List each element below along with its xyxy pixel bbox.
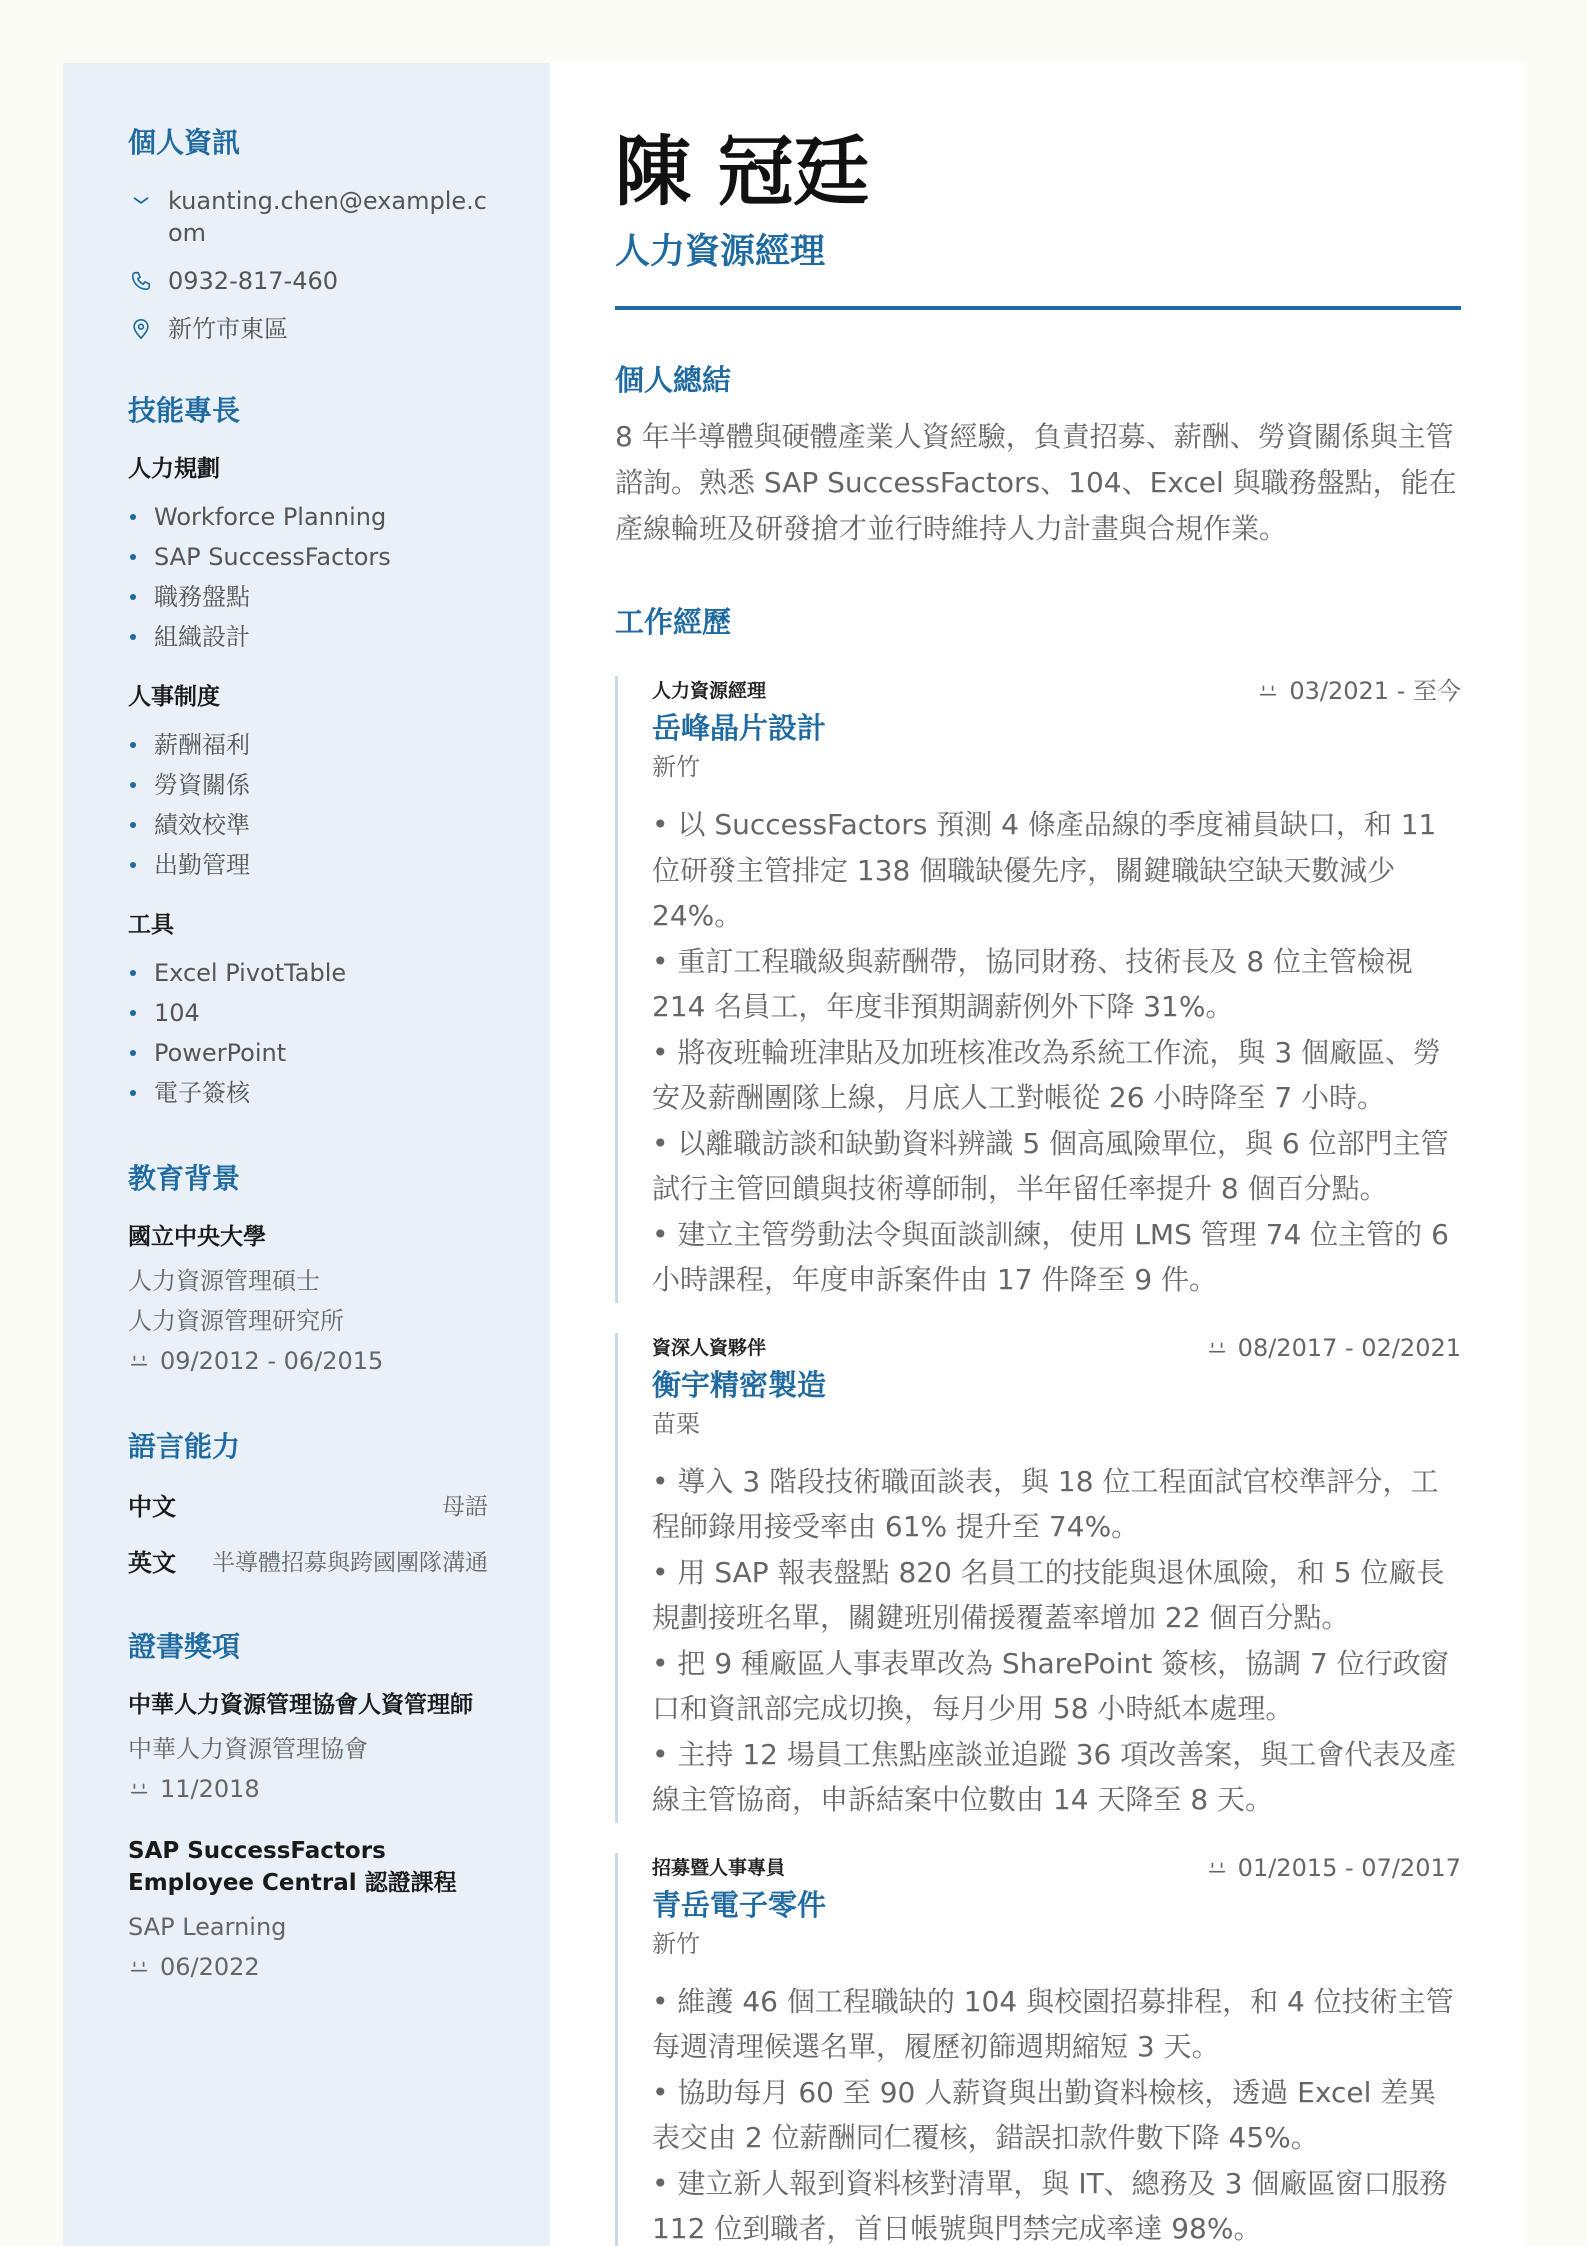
- job-location: 新竹: [652, 753, 700, 781]
- skills-section: [128, 393, 488, 1113]
- skill-text: SAP SuccessFactors: [154, 543, 391, 571]
- language-name: 英文: [128, 1549, 176, 1577]
- job-header: [652, 1333, 1461, 1363]
- title-divider: [615, 306, 1461, 310]
- certification-entry: [128, 1689, 488, 1809]
- phone-icon: [128, 265, 154, 297]
- certification-name: 中華人力資源管理協會人資管理師: [128, 1692, 473, 1718]
- bullet-dot: [130, 862, 136, 868]
- job-entry: [615, 676, 1461, 1303]
- skill-item: [128, 725, 488, 765]
- job-header: [652, 676, 1461, 706]
- location-row: [128, 313, 488, 345]
- job-bullets: [652, 802, 1461, 1303]
- language-level: 母語: [442, 1494, 488, 1520]
- certification-date: [128, 1947, 488, 1987]
- bullet-dot: [130, 742, 136, 748]
- job-bullet: • 將夜班輪班津貼及加班核准改為系統工作流，與 3 個廠區、勞安及薪酬團隊上線，月底人工對帳從 26 小時降至 7 小時。: [652, 1035, 1442, 1114]
- email-text[interactable]: kuanting.chen@example.com: [168, 187, 487, 247]
- skill-group: [128, 909, 488, 1113]
- job-entry: [615, 1853, 1461, 2246]
- phone-row[interactable]: [128, 265, 488, 297]
- skill-text: 電子簽核: [154, 1079, 250, 1107]
- skill-item: [128, 1033, 488, 1073]
- calendar-icon: [128, 1956, 150, 1978]
- school-name: 國立中央大學: [128, 1224, 266, 1250]
- bullet-dot: [130, 822, 136, 828]
- location-text: 新竹市東區: [168, 315, 288, 343]
- job-date-text: 01/2015 - 07/2017: [1237, 1853, 1461, 1882]
- job-company: 衡宇精密製造: [652, 1367, 827, 1402]
- job-bullets: [652, 1979, 1461, 2246]
- certification-name: SAP SuccessFactors Employee Central 認證課程: [128, 1838, 457, 1896]
- skill-list: [128, 497, 488, 657]
- sidebar: [63, 63, 550, 2246]
- bullet-dot: [130, 634, 136, 640]
- bullet-dot: [130, 514, 136, 520]
- job-date-text: 08/2017 - 02/2021: [1237, 1333, 1461, 1362]
- summary-heading: 個人總結: [615, 363, 732, 397]
- email-row[interactable]: [128, 185, 488, 249]
- calendar-icon: [1257, 680, 1279, 702]
- bullet-dot: [130, 782, 136, 788]
- job-bullet: • 導入 3 階段技術職面談表，與 18 位工程面試官校準評分，工程師錄用接受率由 61% 提升至 74%。: [652, 1464, 1439, 1543]
- job-dates: [1257, 676, 1461, 706]
- skill-text: PowerPoint: [154, 1039, 287, 1067]
- skill-text: 績效校準: [154, 811, 250, 839]
- skill-list: [128, 725, 488, 885]
- job-bullet: • 重訂工程職級與薪酬帶，協同財務、技術長及 8 位主管檢視 214 名員工，年度非預期調薪例外下降 31%。: [652, 944, 1414, 1023]
- certification-date: [128, 1769, 488, 1809]
- certification-issuer: SAP Learning: [128, 1913, 287, 1941]
- education-dates: [128, 1341, 488, 1381]
- bullet-dot: [130, 594, 136, 600]
- language-level: 半導體招募與跨國團隊溝通: [212, 1550, 488, 1576]
- personal-info-heading: 個人資訊: [128, 126, 241, 159]
- skill-text: 組織設計: [154, 623, 250, 651]
- job-location: 苗栗: [652, 1409, 700, 1438]
- skill-item: [128, 805, 488, 845]
- education-date-text: 09/2012 - 06/2015: [160, 1347, 384, 1375]
- job-dates: [1206, 1333, 1461, 1363]
- language-name: 中文: [128, 1493, 176, 1521]
- job-header: [652, 1853, 1461, 1883]
- experience-heading: 工作經歷: [615, 605, 732, 639]
- languages-heading: 語言能力: [128, 1430, 241, 1463]
- language-row: [128, 1489, 488, 1525]
- phone-text[interactable]: 0932-817-460: [168, 267, 339, 295]
- skills-heading: 技能專長: [128, 394, 241, 427]
- bullet-dot: [130, 1010, 136, 1016]
- job-bullet: • 以 SuccessFactors 預測 4 條產品線的季度補員缺口，和 11 位研發主管排定 138 個職缺優先序，關鍵職缺空缺天數減少 24%。: [652, 808, 1437, 932]
- education-entry: [128, 1221, 488, 1381]
- skill-group: [128, 681, 488, 885]
- skill-item: [128, 845, 488, 885]
- job-entry: [615, 1333, 1461, 1823]
- languages-section: [128, 1429, 488, 1581]
- skill-item: [128, 497, 488, 537]
- job-date-text: 03/2021 - 至今: [1289, 677, 1461, 705]
- skill-item: [128, 993, 488, 1033]
- certification-issuer: 中華人力資源管理協會: [128, 1735, 368, 1763]
- job-bullet: • 把 9 種廠區人事表單改為 SharePoint 簽核，協調 7 位行政窗口和資訊部完成切換，每月少用 58 小時紙本處理。: [652, 1646, 1449, 1725]
- education-heading: 教育背景: [128, 1162, 241, 1195]
- skill-group-title: 人力規劃: [128, 456, 220, 482]
- bullet-dot: [130, 970, 136, 976]
- calendar-icon: [1206, 1337, 1228, 1359]
- job-company: 青岳電子零件: [652, 1887, 827, 1922]
- resume-page: [63, 63, 1524, 2246]
- job-company: 岳峰晶片設計: [652, 711, 827, 745]
- job-location: 新竹: [652, 1929, 700, 1958]
- bullet-dot: [130, 554, 136, 560]
- skill-text: 104: [154, 999, 200, 1027]
- job-role: 招募暨人事專員: [652, 1856, 786, 1879]
- job-bullet: • 協助每月 60 至 90 人薪資與出勤資料檢核，透過 Excel 差異表交由 2 位薪酬同仁覆核，錯誤扣款件數下降 45%。: [652, 2075, 1437, 2154]
- certifications-heading: 證書獎項: [128, 1630, 241, 1663]
- skill-group: [128, 453, 488, 657]
- skill-item: [128, 537, 488, 577]
- department: 人力資源管理研究所: [128, 1307, 344, 1335]
- skill-item: [128, 1073, 488, 1113]
- envelope-icon: [128, 185, 154, 217]
- skill-item: [128, 617, 488, 657]
- calendar-icon: [128, 1778, 150, 1800]
- job-bullets: [652, 1459, 1461, 1823]
- skill-text: 薪酬福利: [154, 731, 250, 759]
- main-content: [550, 63, 1524, 2246]
- skill-item: [128, 953, 488, 993]
- personal-info-section: [128, 125, 488, 345]
- job-bullet: • 維護 46 個工程職缺的 104 與校園招募排程，和 4 位技術主管每週清理候選名單，履歷初篩週期縮短 3 天。: [652, 1984, 1454, 2063]
- skill-text: Excel PivotTable: [154, 959, 347, 987]
- map-pin-icon: [128, 313, 154, 345]
- skill-text: Workforce Planning: [154, 503, 387, 531]
- candidate-name: 陳 冠廷: [615, 127, 870, 216]
- skill-item: [128, 577, 488, 617]
- calendar-icon: [1206, 1857, 1228, 1879]
- skill-group-title: 工具: [128, 912, 174, 938]
- skill-item: [128, 765, 488, 805]
- certification-entry: [128, 1835, 488, 1987]
- job-role: 資深人資夥伴: [652, 1336, 767, 1359]
- language-row: [128, 1545, 488, 1581]
- certification-date-text: 11/2018: [160, 1775, 260, 1803]
- certification-date-text: 06/2022: [160, 1953, 260, 1981]
- candidate-title: 人力資源經理: [615, 232, 826, 272]
- job-bullet: • 主持 12 場員工焦點座談並追蹤 36 項改善案，與工會代表及產線主管協商，申訴結案中位數由 14 天降至 8 天。: [652, 1737, 1457, 1816]
- summary-text: 8 年半導體與硬體產業人資經驗，負責招募、薪酬、勞資關係與主管諮詢。熟悉 SAP SuccessFactors、104、Excel 與職務盤點，能在產線輪班及研發搶才並行時維持人力計畫與合規作業。: [615, 420, 1457, 545]
- job-bullet: • 建立新人報到資料核對清單，與 IT、總務及 3 個廠區窗口服務 112 位到職者，首日帳號與門禁完成率達 98%。: [652, 2166, 1448, 2245]
- calendar-icon: [128, 1350, 150, 1372]
- job-bullet: • 建立主管勞動法令與面談訓練，使用 LMS 管理 74 位主管的 6 小時課程，年度申訴案件由 17 件降至 9 件。: [652, 1217, 1449, 1296]
- skill-text: 勞資關係: [154, 771, 250, 799]
- skill-text: 出勤管理: [154, 851, 250, 879]
- job-bullet: • 以離職訪談和缺勤資料辨識 5 個高風險單位，與 6 位部門主管試行主管回饋與技術導師制，半年留任率提升 8 個百分點。: [652, 1126, 1449, 1205]
- education-section: [128, 1161, 488, 1381]
- degree: 人力資源管理碩士: [128, 1267, 320, 1295]
- skill-list: [128, 953, 488, 1113]
- bullet-dot: [130, 1090, 136, 1096]
- job-dates: [1206, 1853, 1461, 1883]
- job-bullet: • 用 SAP 報表盤點 820 名員工的技能與退休風險，和 5 位廠長規劃接班名單，關鍵班別備援覆蓋率增加 22 個百分點。: [652, 1555, 1445, 1634]
- skill-group-title: 人事制度: [128, 684, 220, 710]
- job-role: 人力資源經理: [652, 680, 767, 702]
- bullet-dot: [130, 1050, 136, 1056]
- skill-text: 職務盤點: [154, 583, 250, 611]
- certifications-section: [128, 1629, 488, 1987]
